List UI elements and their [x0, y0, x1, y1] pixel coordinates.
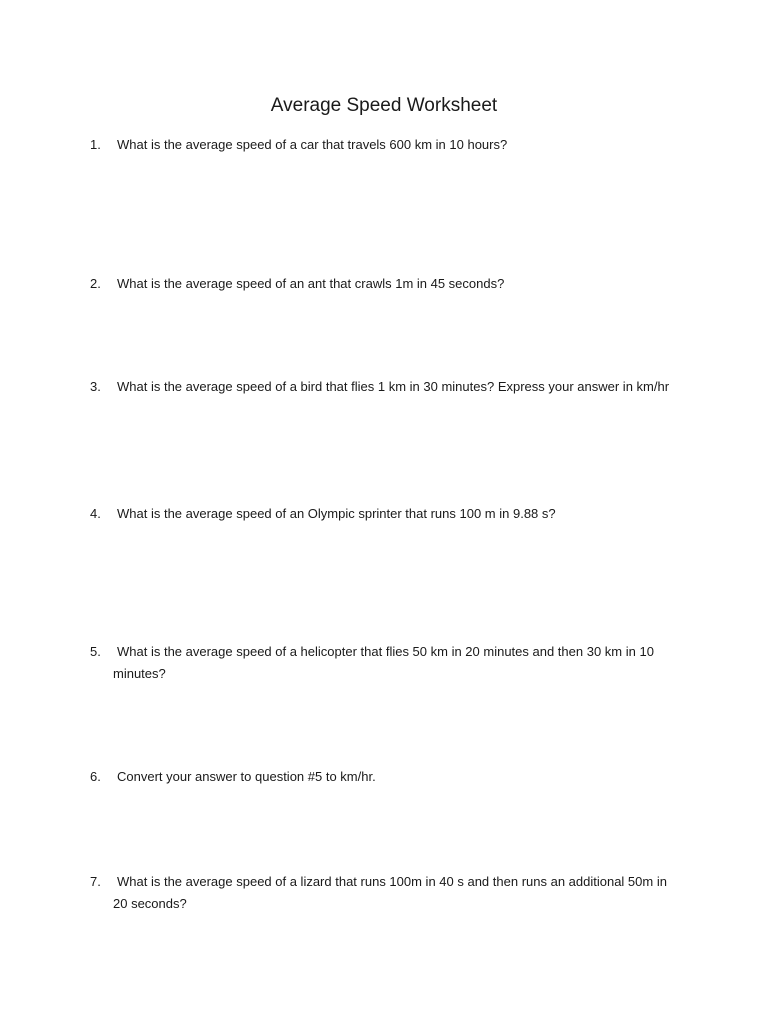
question-number: 2.: [90, 276, 101, 291]
page-title: Average Speed Worksheet: [270, 95, 498, 116]
question-item: [0, 273, 768, 333]
question-text: What is the average speed of a helicopter that flies 50 km in 20 minutes and then 30 km in 10 minutes?: [113, 644, 654, 681]
question-text: What is the average speed of an ant that crawls 1m in 45 seconds?: [117, 276, 505, 291]
question-item: [0, 503, 768, 563]
question-item: [0, 134, 768, 194]
question-number: 5.: [90, 644, 101, 659]
question-text: What is the average speed of a bird that flies 1 km in 30 minutes? Express your answer in km/hr: [117, 379, 670, 394]
question-text: Convert your answer to question #5 to km/hr.: [117, 769, 376, 784]
question-item: [0, 766, 768, 826]
question-number: 1.: [90, 137, 101, 152]
question-number: 6.: [90, 769, 101, 784]
question-text: What is the average speed of a car that travels 600 km in 10 hours?: [117, 137, 508, 152]
question-number: 3.: [90, 379, 101, 394]
question-item: [0, 871, 768, 931]
question-item: [0, 376, 768, 436]
question-number: 7.: [90, 874, 101, 889]
question-text: What is the average speed of a lizard that runs 100m in 40 s and then runs an additional 50m in 20 seconds?: [113, 874, 667, 911]
question-text: What is the average speed of an Olympic sprinter that runs 100 m in 9.88 s?: [117, 506, 556, 521]
question-number: 4.: [90, 506, 101, 521]
question-item: [0, 641, 768, 701]
